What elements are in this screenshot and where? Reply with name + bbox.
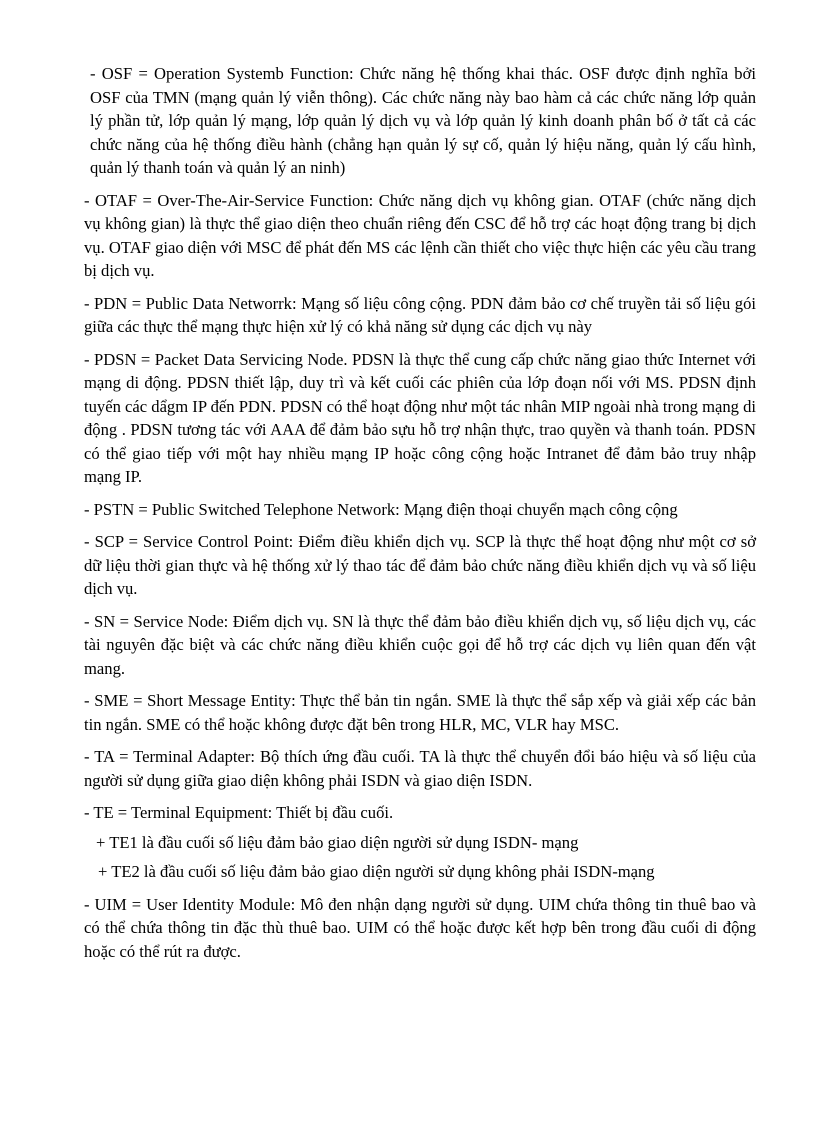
paragraph-pdn: - PDN = Public Data Networrk: Mạng số liệu công cộng. PDN đảm bảo cơ chế truyền tải số liệu gói giữa các thực thể mạng thực hiện xử lý có khả năng sử dụng các dịch vụ này [84,293,756,336]
paragraph-osf: - OSF = Operation Systemb Function: Chức năng hệ thống khai thác. OSF được định nghĩa bởi OSF của TMN (mạng quản lý viễn thông). Các chức năng này bao hàm cả các chức năng lớp quản lý phần tử, lớp quản lý mạng, lớp quản lý dịch vụ và lớp quản lý kinh doanh phân bố ở tất cả các chức năng của hệ thống điều hành (chẳng hạn quản lý sự cố, quản lý hiệu năng, quản lý cấu hình, quản lý thanh toán và quản lý an ninh) [90,64,756,177]
paragraph-te1: + TE1 là đầu cuối số liệu đảm bảo giao diện người sử dụng ISDN- mạng [96,832,579,852]
paragraph-uim: - UIM = User Identity Module: Mô đen nhận dạng người sử dụng. UIM chứa thông tin thuê bao và có thể chứa thông tin đặc thù thuê bao. UIM có thể hoặc được kết hợp bên trong đầu cuối di động hoặc có thể rút ra được. [84,894,756,961]
paragraph-otaf: - OTAF = Over-The-Air-Service Function: Chức năng dịch vụ không gian. OTAF (chức năng dịch vụ không gian) là thực thể giao diện theo chuẩn riêng đến CSC để hỗ trợ các hoạt động trang bị dịch vụ. OTAF giao diện với MSC để phát đến MS các lệnh cần thiết cho việc thực hiện các yêu cầu trang bị dịch vụ. [84,190,756,280]
paragraph-scp: - SCP = Service Control Point: Điểm điều khiển dịch vụ. SCP là thực thể hoạt động như một cơ sở dữ liệu thời gian thực và hệ thống xử lý thao tác để đảm bảo chức năng điều khiển dịch vụ và số liệu dịch vụ. [84,532,756,598]
paragraph-pstn: - PSTN = Public Switched Telephone Network: Mạng điện thoại chuyển mạch công cộng [84,499,678,519]
paragraph-te2: + TE2 là đầu cuối số liệu đảm bảo giao diện người sử dụng không phải ISDN-mạng [98,862,655,881]
paragraph-te: - TE = Terminal Equipment: Thiết bị đầu cuối. [84,803,394,822]
document-page [84,62,756,972]
paragraph-sme: - SME = Short Message Entity: Thực thể bản tin ngắn. SME là thực thể sắp xếp và giải xếp các bản tin ngắn. SME có thể hoặc không được đặt bên trong HLR, MC, VLR hay MSC. [84,691,756,734]
paragraph-sn: - SN = Service Node: Điểm dịch vụ. SN là thực thể đảm bảo điều khiển dịch vụ, số liệu dịch vụ, các tài nguyên đặc biệt và các chức năng điều khiển cuộc gọi để hỗ trợ các dịch vụ liên quan đến vật mang. [84,611,756,678]
paragraph-pdsn: - PDSN = Packet Data Servicing Node. PDSN là thực thể cung cấp chức năng giao thức Internet với mạng di động. PDSN thiết lập, duy trì và kết cuối các phiên của lớp đoạn nối với MS. PDSN định tuyến các dẩgm IP đến PDN. PDSN có thể hoạt động như một tác nhân MIP ngoài nhà trong mạng di động . PDSN tương tác với AAA để đảm bảo sựu hỗ trợ nhận thực, trao quyền và thanh toán. PDSN có thể giao tiếp với một hay nhiều mạng IP hoặc công cộng hoặc Intranet để đảm bảo truy nhập mạng IP. [84,349,756,486]
paragraph-ta: - TA = Terminal Adapter: Bộ thích ứng đầu cuối. TA là thực thể chuyển đổi báo hiệu và số liệu của người sử dụng giữa giao diện không phải ISDN và giao diện ISDN. [84,747,756,790]
